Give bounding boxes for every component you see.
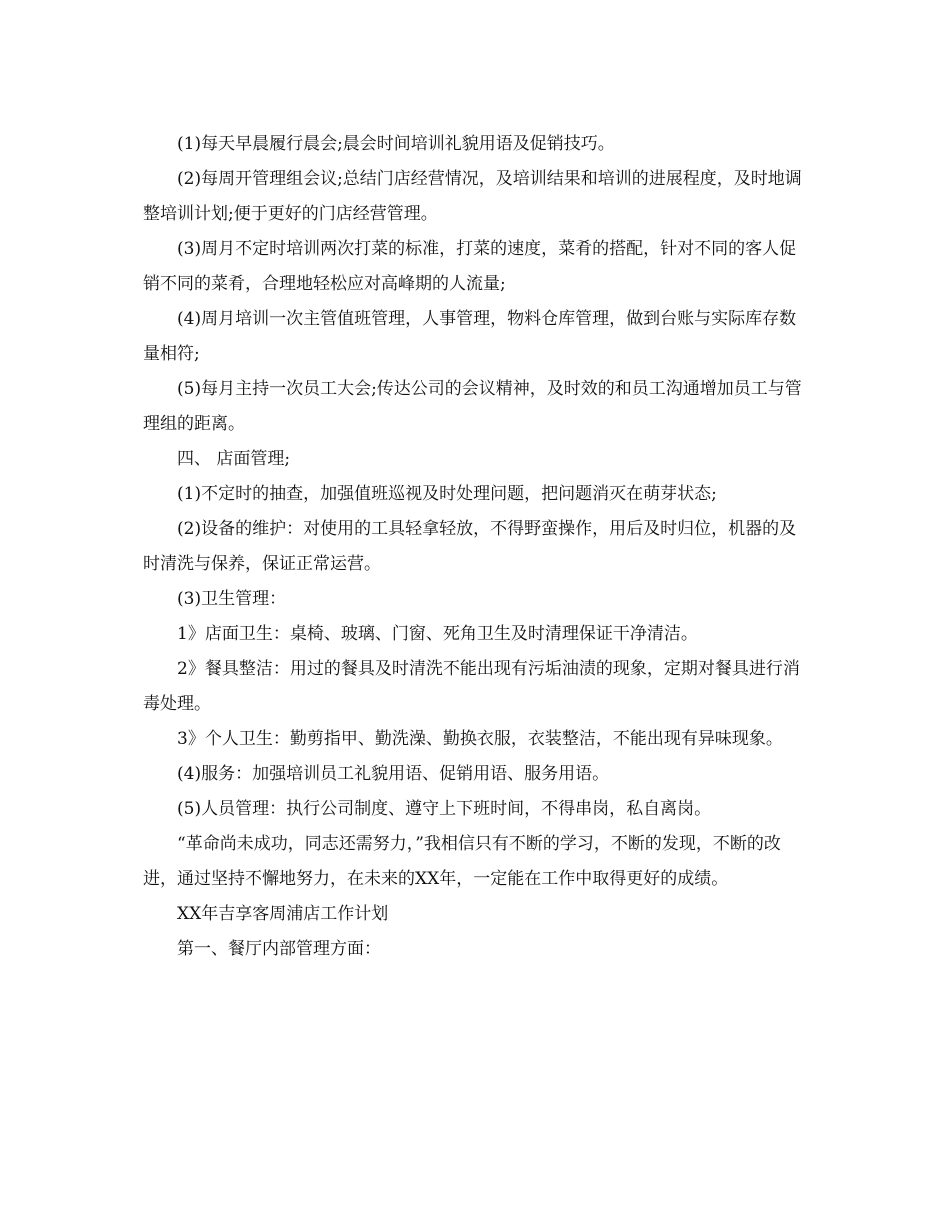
paragraph-serving-training: (3)周月不定时培训两次打菜的标准，打菜的速度，菜肴的搭配，针对不同的客人促销不同的菜肴，合理地轻松应对高峰期的人流量; bbox=[143, 239, 797, 294]
paragraph-store-hygiene: 1》店面卫生：桌椅、玻璃、门窗、死角卫生及时清理保证干净清洁。 bbox=[177, 624, 698, 644]
paragraph-equipment-maintenance: (2)设备的维护：对使用的工具轻拿轻放，不得野蛮操作，用后及时归位，机器的及时清洗与保养，保证正常运营。 bbox=[143, 519, 797, 574]
paragraph-spot-checks: (1)不定时的抽查，加强值班巡视及时处理问题，把问题消灭在萌芽状态; bbox=[177, 484, 717, 504]
paragraph-supervisor-training: (4)周月培训一次主管值班管理，人事管理，物料仓库管理，做到台账与实际库存数量相符; bbox=[143, 309, 797, 364]
paragraph-staff-meeting: (5)每月主持一次员工大会;传达公司的会议精神，及时效的和员工沟通增加员工与管理组的距离。 bbox=[143, 379, 802, 434]
paragraph-personal-hygiene: 3》个人卫生：勤剪指甲、勤洗澡、勤换衣服，衣装整洁，不能出现有异味现象。 bbox=[177, 729, 783, 749]
paragraph-section-one-heading: 第一、餐厅内部管理方面： bbox=[177, 939, 381, 959]
paragraph-weekly-management-meeting: (2)每周开管理组会议;总结门店经营情况，及培训结果和培训的进展程度，及时地调整培训计划;便于更好的门店经营管理。 bbox=[143, 169, 802, 224]
paragraph-morning-meeting: (1)每天早晨履行晨会;晨会时间培训礼貌用语及促销技巧。 bbox=[177, 134, 615, 154]
paragraph-closing-statement: “革命尚未成功，同志还需努力，”我相信只有不断的学习，不断的发现，不断的改进，通过坚持不懈地努力，在未来的XX年，一定能在工作中取得更好的成绩。 bbox=[143, 834, 781, 889]
paragraph-tableware-hygiene: 2》餐具整洁：用过的餐具及时清洗不能出现有污垢油渍的现象，定期对餐具进行消毒处理。 bbox=[143, 659, 800, 714]
paragraph-personnel-management: (5)人员管理：执行公司制度、遵守上下班时间，不得串岗，私自离岗。 bbox=[177, 799, 712, 819]
document-body bbox=[143, 127, 808, 967]
paragraph-plan-title: XX年吉享客周浦店工作计划 bbox=[177, 904, 389, 924]
section-heading-store-management: 四、 店面管理; bbox=[177, 449, 291, 469]
paragraph-service: (4)服务：加强培训员工礼貌用语、促销用语、服务用语。 bbox=[177, 764, 610, 784]
paragraph-hygiene-heading: (3)卫生管理： bbox=[177, 589, 287, 609]
